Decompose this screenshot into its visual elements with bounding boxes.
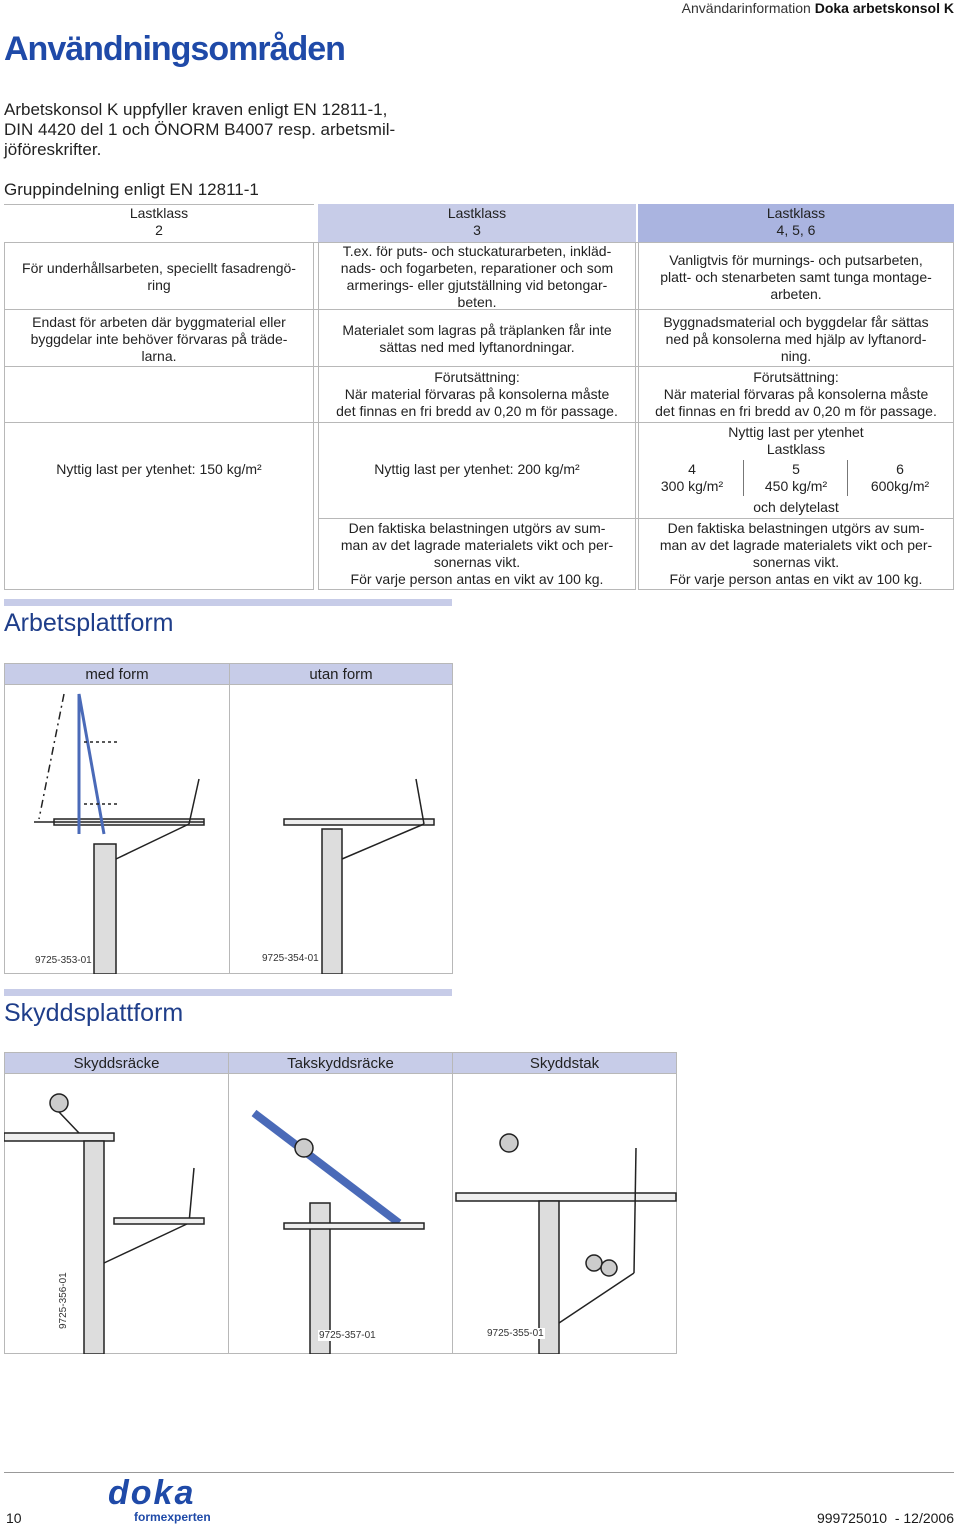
class-header-label: Lastklass xyxy=(766,205,826,221)
figure-code: 9725-354-01 xyxy=(262,953,319,964)
class-header-number: 3 xyxy=(473,222,481,238)
class-456-load-title xyxy=(638,424,954,458)
text-line: byggdelar inte behöver förvaras på träde- xyxy=(30,331,288,347)
text-line: Den faktiska belastningen utgörs av sum- xyxy=(667,520,925,536)
text-line: man av det lagrade materialets vikt och per- xyxy=(659,537,933,553)
text-line: ning. xyxy=(780,348,812,364)
figure-code: 9725-357-01 xyxy=(319,1330,376,1341)
row-divider xyxy=(318,518,954,519)
roof-protection-figure xyxy=(456,1134,676,1354)
text-line: Endast för arbeten där byggmaterial eller xyxy=(32,314,286,330)
class-3-actual-load xyxy=(318,520,636,588)
load-class-number: 4 xyxy=(688,461,696,477)
text-line: man av det lagrade materialets vikt och per- xyxy=(340,537,614,553)
text-line: Materialet som lagras på träplanken får inte xyxy=(342,322,612,338)
text-line: ned på konsolerna med hjälp av lyftanord- xyxy=(665,331,927,347)
class-456-material xyxy=(638,314,954,365)
protection-platform-illustration xyxy=(4,1073,677,1354)
load-class-6 xyxy=(848,461,952,495)
intro-line: Arbetskonsol K uppfyller kraven enligt EN 12811-1, xyxy=(4,100,388,119)
class-3-material xyxy=(318,322,636,356)
class-456-header xyxy=(638,205,954,239)
class-456-condition xyxy=(638,369,954,420)
load-class-value: 600kg/m² xyxy=(870,478,930,494)
intro-text xyxy=(4,100,464,160)
condition-title: Förutsättning: xyxy=(434,369,520,385)
work-col-with-form: med form xyxy=(4,663,230,685)
logo-wordmark: doka xyxy=(108,1474,196,1512)
text-line: arbeten. xyxy=(770,286,822,302)
class-3-use xyxy=(318,243,636,311)
figure-code: 9725-353-01 xyxy=(35,955,92,966)
protection-col-roof-guardrail: Takskyddsräcke xyxy=(228,1052,453,1074)
class-456-use xyxy=(638,252,954,303)
text-line: sonernas vikt. xyxy=(433,554,521,570)
text-line: larna. xyxy=(141,348,177,364)
text-line: För varje person antas en vikt av 100 kg. xyxy=(669,571,923,587)
class-header-label: Lastklass xyxy=(129,205,189,221)
divider xyxy=(847,460,848,496)
footer-divider xyxy=(4,1472,954,1473)
load-class-value: 300 kg/m² xyxy=(660,478,724,494)
class-2-use xyxy=(4,260,314,294)
load-class-number: 5 xyxy=(792,461,800,477)
text-line: beten. xyxy=(457,294,497,310)
text-line: sättas ned med lyftanordningar. xyxy=(379,339,575,355)
class-3-condition xyxy=(318,369,636,420)
work-col-without-form: utan form xyxy=(229,663,453,685)
figure-code: 9725-355-01 xyxy=(487,1328,544,1339)
class-header-label: Lastklass xyxy=(447,205,507,221)
text-line: Lastklass xyxy=(766,441,826,457)
page-header xyxy=(682,0,954,16)
text-line: När material förvaras på konsolerna måste xyxy=(663,386,929,402)
bracket-without-form xyxy=(284,779,434,974)
row-divider xyxy=(4,366,954,367)
class-456-load-note: och delytelast xyxy=(753,499,839,515)
page-title: Användningsområden xyxy=(4,30,345,68)
class-2-load: Nyttig last per ytenhet: 150 kg/m² xyxy=(56,461,262,477)
figure-code: 9725-356-01 xyxy=(58,1272,69,1329)
protection-col-guardrail: Skyddsräcke xyxy=(4,1052,229,1074)
header-doc-type: Användarinformation xyxy=(681,0,811,16)
work-platform-illustration xyxy=(4,684,453,974)
class-header-number: 2 xyxy=(155,222,163,238)
page-number: 10 xyxy=(6,1510,22,1526)
group-heading: Gruppindelning enligt EN 12811-1 xyxy=(4,180,259,199)
class-2-header xyxy=(4,205,314,239)
class-456-actual-load xyxy=(638,520,954,588)
class-3-header xyxy=(318,205,636,239)
text-line: det finnas en fri bredd av 0,20 m för passage. xyxy=(655,403,937,419)
logo-tagline: formexperten xyxy=(134,1510,211,1524)
text-line: ring xyxy=(147,277,171,293)
text-line: platt- och stenarbeten samt tunga montage- xyxy=(660,269,932,285)
text-line: sonernas vikt. xyxy=(752,554,840,570)
class-2-material xyxy=(4,314,314,365)
intro-line: DIN 4420 del 1 och ÖNORM B4007 resp. arbetsmil- xyxy=(4,120,396,139)
text-line: Nyttig last per ytenhet xyxy=(728,424,864,440)
row-divider xyxy=(4,422,954,423)
doka-logo xyxy=(108,1476,248,1524)
doc-number: 999725010 - 12/2006 xyxy=(816,1510,954,1526)
section-bar xyxy=(4,989,452,996)
bracket-with-form xyxy=(34,694,204,974)
text-line: Vanligtvis för murnings- och putsarbeten, xyxy=(669,252,923,268)
text-line: nads- och fogarbeten, reparationer och som xyxy=(340,260,614,276)
intro-line: jöföreskrifter. xyxy=(4,140,102,159)
load-class-5 xyxy=(744,461,848,495)
work-platform-title: Arbetsplattform xyxy=(4,609,174,637)
class-3-load: Nyttig last per ytenhet: 200 kg/m² xyxy=(374,461,580,477)
section-bar xyxy=(4,599,452,606)
load-class-value: 450 kg/m² xyxy=(764,478,828,494)
text-line: T.ex. för puts- och stuckaturarbeten, inkläd- xyxy=(342,243,612,259)
text-line: det finnas en fri bredd av 0,20 m för passage. xyxy=(336,403,618,419)
protection-col-roof: Skyddstak xyxy=(452,1052,677,1074)
header-product: Doka arbetskonsol K xyxy=(814,0,954,16)
load-class-4 xyxy=(640,461,744,495)
text-line: armerings- eller gjutställning vid betongar- xyxy=(346,277,608,293)
roof-guardrail-figure xyxy=(254,1113,424,1354)
text-line: Den faktiska belastningen utgörs av sum- xyxy=(348,520,606,536)
guardrail-figure xyxy=(4,1094,204,1354)
condition-title: Förutsättning: xyxy=(753,369,839,385)
text-line: Byggnadsmaterial och byggdelar får sättas xyxy=(663,314,929,330)
text-line: När material förvaras på konsolerna måste xyxy=(344,386,610,402)
class-header-number: 4, 5, 6 xyxy=(776,222,816,238)
protection-platform-title: Skyddsplattform xyxy=(4,999,184,1027)
divider xyxy=(743,460,744,496)
text-line: För varje person antas en vikt av 100 kg. xyxy=(350,571,604,587)
text-line: För underhållsarbeten, speciellt fasadrengö- xyxy=(22,260,296,276)
load-class-number: 6 xyxy=(896,461,904,477)
